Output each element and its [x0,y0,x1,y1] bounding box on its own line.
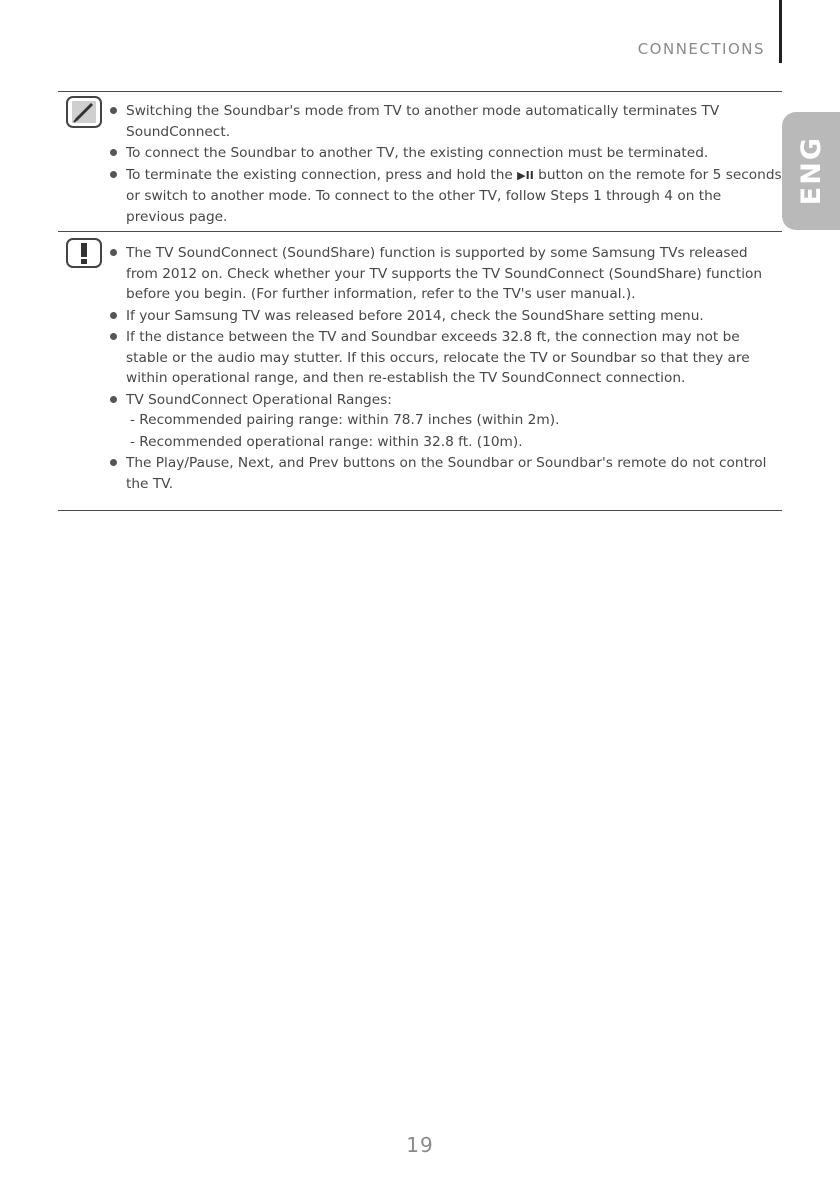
caution-item-4-text: TV SoundConnect Operational Ranges: [126,391,392,408]
page-number: 19 [406,1133,434,1157]
language-tab [782,112,840,230]
note-item-3 [126,165,782,228]
note-item-1: Switching the Soundbar's mode from TV to another mode automatically terminates TV SoundConnect. [126,101,782,142]
language-tab-label: ENG [795,136,827,206]
section-title: CONNECTIONS [637,40,765,58]
range-sub-item-1: - Recommended pairing range: within 78.7 inches (within 2m). [130,412,560,428]
play-pause-icon: ▶II [517,168,534,182]
caution-item-5: The Play/Pause, Next, and Prev buttons on the Soundbar or Soundbar's remote do not control the TV. [126,453,782,494]
caution-item-4 [126,390,782,453]
note-item-3-text-b: button on the remote for 5 seconds or switch to another mode. To connect to the other TV, follow Steps 1 through 4 on the previous page. [126,166,782,225]
caution-exclamation-icon [66,238,102,268]
note-pencil-icon [66,96,102,128]
divider-bottom [58,510,782,511]
note-item-2: To connect the Soundbar to another TV, the existing connection must be terminated. [126,143,782,164]
caution-item-2: If your Samsung TV was released before 2014, check the SoundShare setting menu. [126,306,782,327]
divider-top [58,91,782,92]
header-bar [779,0,782,63]
note-block [58,96,782,228]
range-sub-item-2: - Recommended operational range: within 32.8 ft. (10m). [130,433,523,450]
range-sublist [126,410,782,452]
divider-middle [58,231,782,232]
caution-item-3: If the distance between the TV and Soundbar exceeds 32.8 ft, the connection may not be stable or the audio may stutter. If this occurs, relocate the TV or Soundbar so that they are within operational range, and then re-establish the TV SoundConnect connection. [126,327,782,389]
caution-item-1: The TV SoundConnect (SoundShare) function is supported by some Samsung TVs released from 2012 on. Check whether your TV supports the TV SoundConnect (SoundShare) function before you begin. (For further information, refer to the TV's user manual.). [126,243,782,305]
note-item-3-text-a: To terminate the existing connection, press and hold the [126,166,518,183]
caution-block [58,236,782,495]
